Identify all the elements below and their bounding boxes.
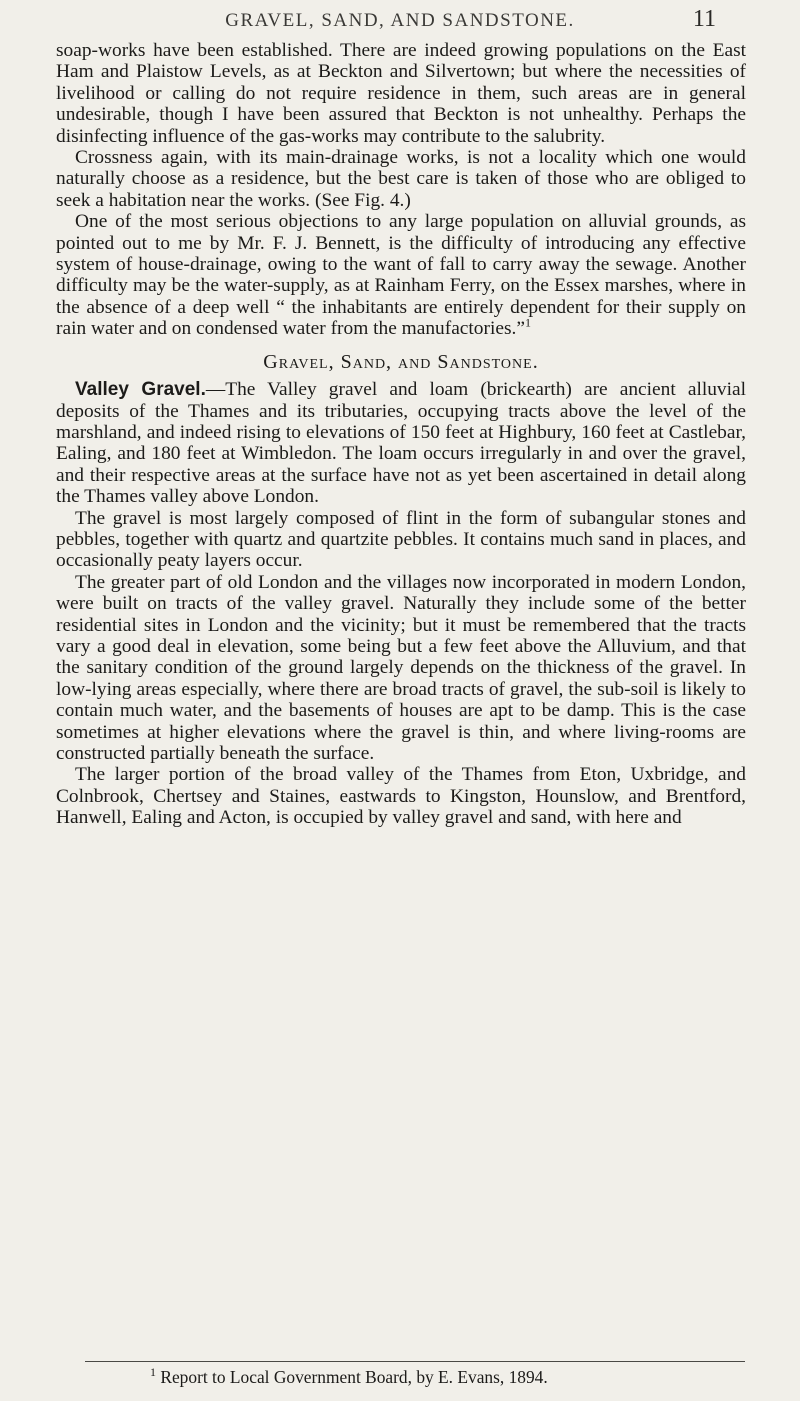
run-in-heading: Valley Gravel. xyxy=(75,379,206,401)
body-text xyxy=(56,40,746,829)
running-title: GRAVEL, SAND, AND SANDSTONE. xyxy=(225,10,575,31)
paragraph-valley-gravel xyxy=(56,379,746,507)
paragraph-valley-gravel-text: —The Valley gravel and loam (brickearth) are ancient alluvial deposits of the Thames and its tributaries, occupying tracts above the level of the marshland, and indeed rising to elevations of 150 feet at Highbury, 160 feet at Castlebar, Ealing, and 180 feet at Wimbledon. The loam occurs irregularly in and over the gravel, and their respective areas at the surface have not as yet been ascertained in detail along the Thames valley above London. xyxy=(56,379,746,508)
running-head xyxy=(0,4,800,34)
paragraph-thames-valley: The larger portion of the broad valley of the Thames from Eton, Uxbridge, and Colnbrook, Chertsey and Staines, eastwards to Kingston, Hounslow, and Brentford, Hanwell, Ealing and Acton, is occupied by valley gravel and sand, with here and xyxy=(56,764,746,829)
footnote-divider xyxy=(85,1361,745,1362)
paragraph-gravel-composition: The gravel is most largely composed of flint in the form of subangular stones and pebbles, together with quartz and quartzite pebbles. It contains much sand in places, and occasionally peaty layers occur. xyxy=(56,507,746,572)
footnote xyxy=(150,1367,750,1387)
page-number: 11 xyxy=(692,6,716,32)
paragraph-continued: soap-works have been established. There are indeed growing populations on the East Ham and Plaistow Levels, as at Beckton and Silvertown; but where the necessities of livelihood or calling do not require residence in them, such areas are in general undesirable, though I have been assured that Beckton is not unhealthy. Perhaps the disinfecting influence of the gas-works may contribute to the salubrity. xyxy=(56,40,746,147)
paragraph-alluvial-text: One of the most serious objections to any large population on alluvial grounds, as pointed out to me by Mr. F. J. Bennett, is the difficulty of introducing any effective system of house-drainage, owing to the want of fall to carry away the sewage. Another difficulty may be the water-supply, as at Rainham Ferry, on the Essex marshes, where in the absence of a deep well “ the inhabitants are entirely dependent for their supply on rain water and on condensed water from the manufactories.” xyxy=(56,211,746,340)
paragraph-alluvial-objections xyxy=(56,211,746,339)
footnote-reference: 1 xyxy=(524,315,531,330)
paragraph-crossness: Crossness again, with its main-drainage works, is not a locality which one would naturally choose as a residence, but the best care is taken of those who are obliged to seek a habitation near the works. (See Fig. 4.) xyxy=(56,147,746,211)
footnote-mark: 1 xyxy=(150,1365,156,1380)
paragraph-old-london: The greater part of old London and the villages now incorporated in modern London, were built on tracts of the valley gravel. Naturally they include some of the better residential sites in London and the vicinity; but it must be remembered that the tracts vary a good deal in elevation, some being but a few feet above the Alluvium, and that the sanitary condition of the ground largely depends on the thickness of the gravel. In low-lying areas especially, where there are broad tracts of gravel, the sub-soil is likely to contain much water, and the basements of houses are apt to be damp. This is the case sometimes at higher elevations where the gravel is thin, and where living-rooms are constructed partially beneath the surface. xyxy=(56,571,746,764)
footnote-text: Report to Local Government Board, by E. Evans, 1894. xyxy=(160,1367,548,1387)
section-heading: Gravel, Sand, and Sandstone. xyxy=(263,350,539,373)
